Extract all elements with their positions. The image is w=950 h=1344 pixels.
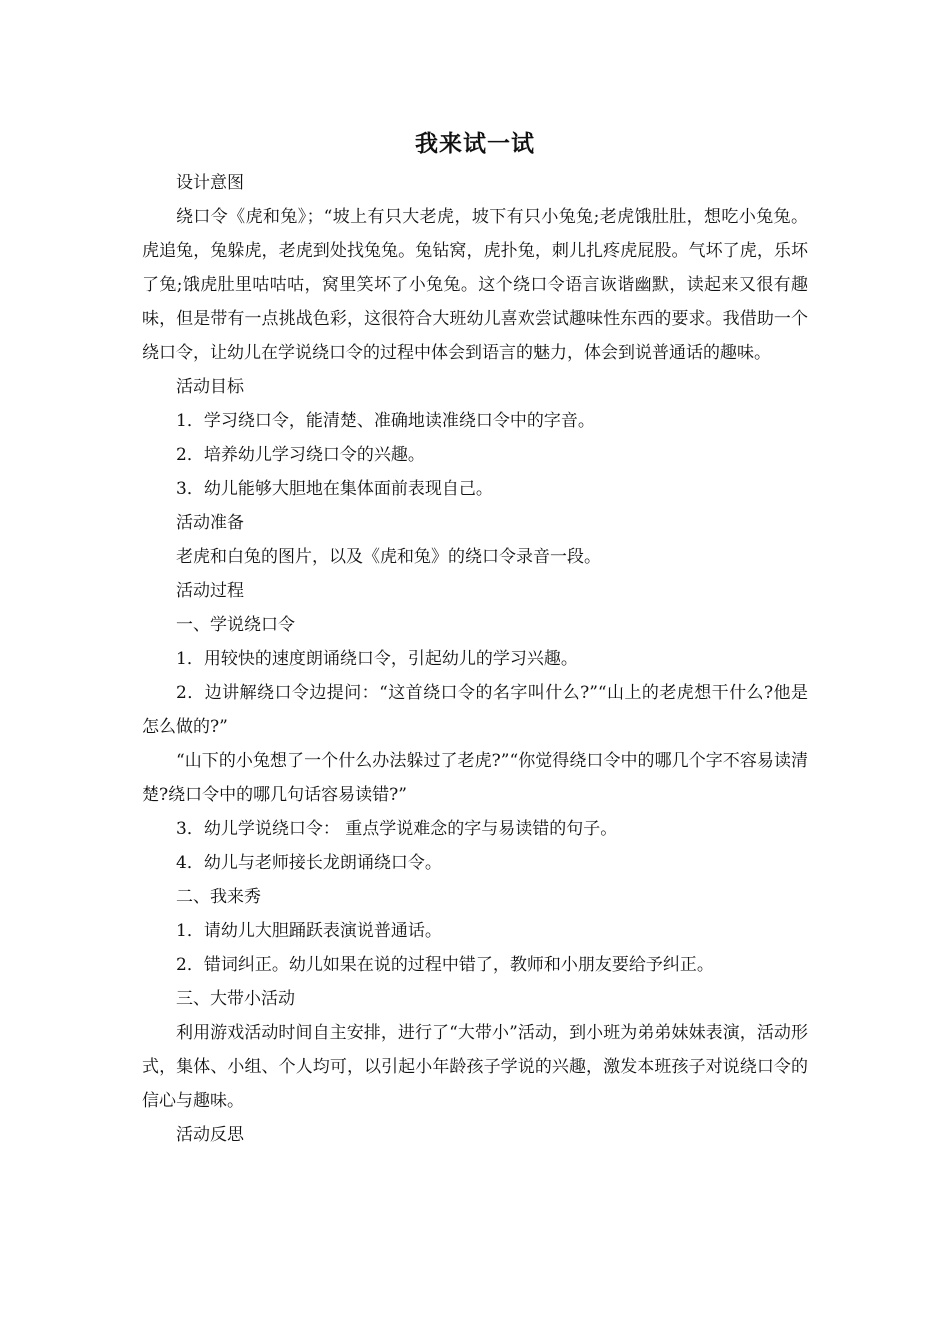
activity-prep-paragraph: 老虎和白兔的图片，以及《虎和兔》的绕口令录音一段。 <box>176 547 601 567</box>
document-body <box>142 166 808 1152</box>
goal-item-1: 1．学习绕口令，能清楚、准确地读准绕口令中的字音。 <box>176 411 595 431</box>
part-1-heading: 一、学说绕口令 <box>176 615 295 635</box>
goal-item-2: 2．培养幼儿学习绕口令的兴趣。 <box>176 445 425 465</box>
part-2-item-2: 2．错词纠正。幼儿如果在说的过程中错了，教师和小朋友要给予纠正。 <box>176 955 714 975</box>
design-intent-paragraph: 绕口令《虎和兔》；“坡上有只大老虎，坡下有只小兔兔;老虎饿肚肚，想吃小兔兔。虎追兔，兔躲虎，老虎到处找兔兔。兔钻窝，虎扑兔，刺儿扎疼虎屁股。气坏了虎，乐坏了兔;饿虎肚里咕咕咕，窝里笑坏了小兔兔。这个绕口令语言诙谐幽默，读起来又很有趣味，但是带有一点挑战色彩，这很符合大班幼儿喜欢尝试趣味性东西的要求。我借助一个绕口令，让幼儿在学说绕口令的过程中体会到语言的魅力，体会到说普通话的趣味。 <box>142 207 808 363</box>
part-1-item-2: 2．边讲解绕口令边提问：“这首绕口令的名字叫什么?”“山上的老虎想干什么?他是怎么做的?” <box>142 683 808 737</box>
part-1-item-2-continued: “山下的小兔想了一个什么办法躲过了老虎?”“你觉得绕口令中的哪几个字不容易读清楚?绕口令中的哪几句话容易读错?” <box>142 751 808 805</box>
part-2-item-1: 1．请幼儿大胆踊跃表演说普通话。 <box>176 921 442 941</box>
goal-item-3: 3．幼儿能够大胆地在集体面前表现自己。 <box>176 479 493 499</box>
activity-process-heading: 活动过程 <box>176 581 244 601</box>
part-1-item-4: 4．幼儿与老师接长龙朗诵绕口令。 <box>176 853 442 873</box>
activity-goals-heading: 活动目标 <box>176 377 244 397</box>
design-intent-heading: 设计意图 <box>176 173 244 193</box>
part-3-heading: 三、大带小活动 <box>176 989 295 1009</box>
activity-reflection-heading: 活动反思 <box>176 1125 244 1145</box>
part-1-item-3: 3．幼儿学说绕口令： 重点学说难念的字与易读错的句子。 <box>176 819 618 839</box>
document-title: 我来试一试 <box>415 130 535 157</box>
part-3-paragraph: 利用游戏活动时间自主安排，进行了“大带小”活动，到小班为弟弟妹妹表演，活动形式，集体、小组、个人均可，以引起小年龄孩子学说的兴趣，激发本班孩子对说绕口令的信心与趣味。 <box>142 1023 808 1111</box>
part-1-item-1: 1．用较快的速度朗诵绕口令，引起幼儿的学习兴趣。 <box>176 649 578 669</box>
part-2-heading: 二、我来秀 <box>176 887 261 907</box>
activity-prep-heading: 活动准备 <box>176 513 244 533</box>
